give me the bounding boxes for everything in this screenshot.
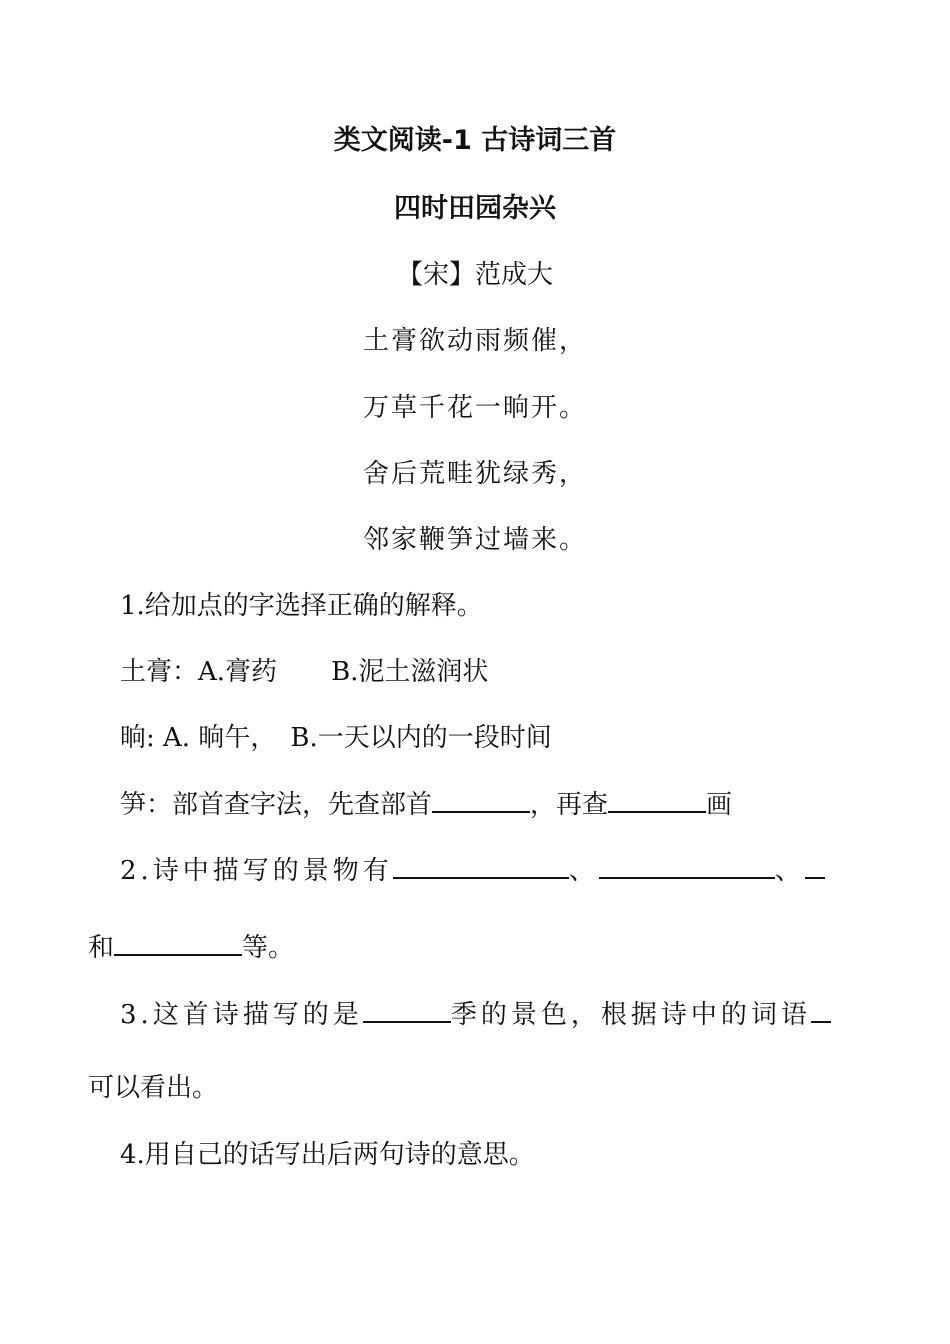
poem-line-1: 土膏欲动雨频催， <box>362 326 587 356</box>
question-4-prompt: 4.用自己的话写出后两句诗的意思。 <box>120 1140 535 1170</box>
question-text: 季的景色，根据诗中的词语 <box>450 1000 811 1030</box>
scenery-blank-3[interactable] <box>805 853 825 879</box>
poem-line-4: 邻家鞭笋过墙来。 <box>362 525 587 555</box>
item-text: 笋：部首查字法，先查部首 <box>120 790 433 820</box>
option-a: A.膏药 <box>198 657 278 687</box>
option-b: B.泥土滋润状 <box>331 657 489 687</box>
option-a: A. 晌午， <box>163 723 277 753</box>
page-title: 类文阅读-1 古诗词三首 <box>333 125 617 156</box>
question-1-prompt: 1.给加点的字选择正确的解释。 <box>120 591 483 621</box>
question-text: 和 <box>88 933 115 963</box>
question-1-item-1 <box>120 655 488 689</box>
stroke-count-blank[interactable] <box>608 787 706 813</box>
question-text: 等。 <box>242 933 295 963</box>
term-label: 晌: <box>120 723 164 753</box>
season-blank[interactable] <box>363 997 451 1023</box>
question-text: 3.这首诗描写的是 <box>120 1000 363 1030</box>
poem-line-2: 万草千花一晌开。 <box>362 393 587 423</box>
poem-title: 四时田园杂兴 <box>394 193 556 224</box>
item-text: 画 <box>706 790 733 820</box>
scenery-blank-2[interactable] <box>599 853 775 879</box>
term-label: 土膏： <box>120 657 199 687</box>
separator: 、 <box>568 856 599 886</box>
scenery-blank-4[interactable] <box>114 930 242 956</box>
question-1-item-3 <box>120 787 732 822</box>
question-3-continued: 可以看出。 <box>88 1073 219 1103</box>
scenery-blank-1[interactable] <box>393 853 569 879</box>
word-blank[interactable] <box>811 997 831 1023</box>
option-b: B.一天以内的一段时间 <box>290 723 552 753</box>
item-text: ，再查 <box>530 790 609 820</box>
question-2-continued <box>88 930 294 965</box>
separator: 、 <box>774 856 805 886</box>
poem-author: 【宋】范成大 <box>396 260 553 290</box>
question-2 <box>120 853 825 888</box>
question-3 <box>120 997 831 1032</box>
radical-blank[interactable] <box>432 787 530 813</box>
poem-line-3: 舍后荒畦犹绿秀， <box>362 459 587 489</box>
question-text: 2.诗中描写的景物有 <box>120 856 393 886</box>
question-1-item-2 <box>120 721 552 755</box>
